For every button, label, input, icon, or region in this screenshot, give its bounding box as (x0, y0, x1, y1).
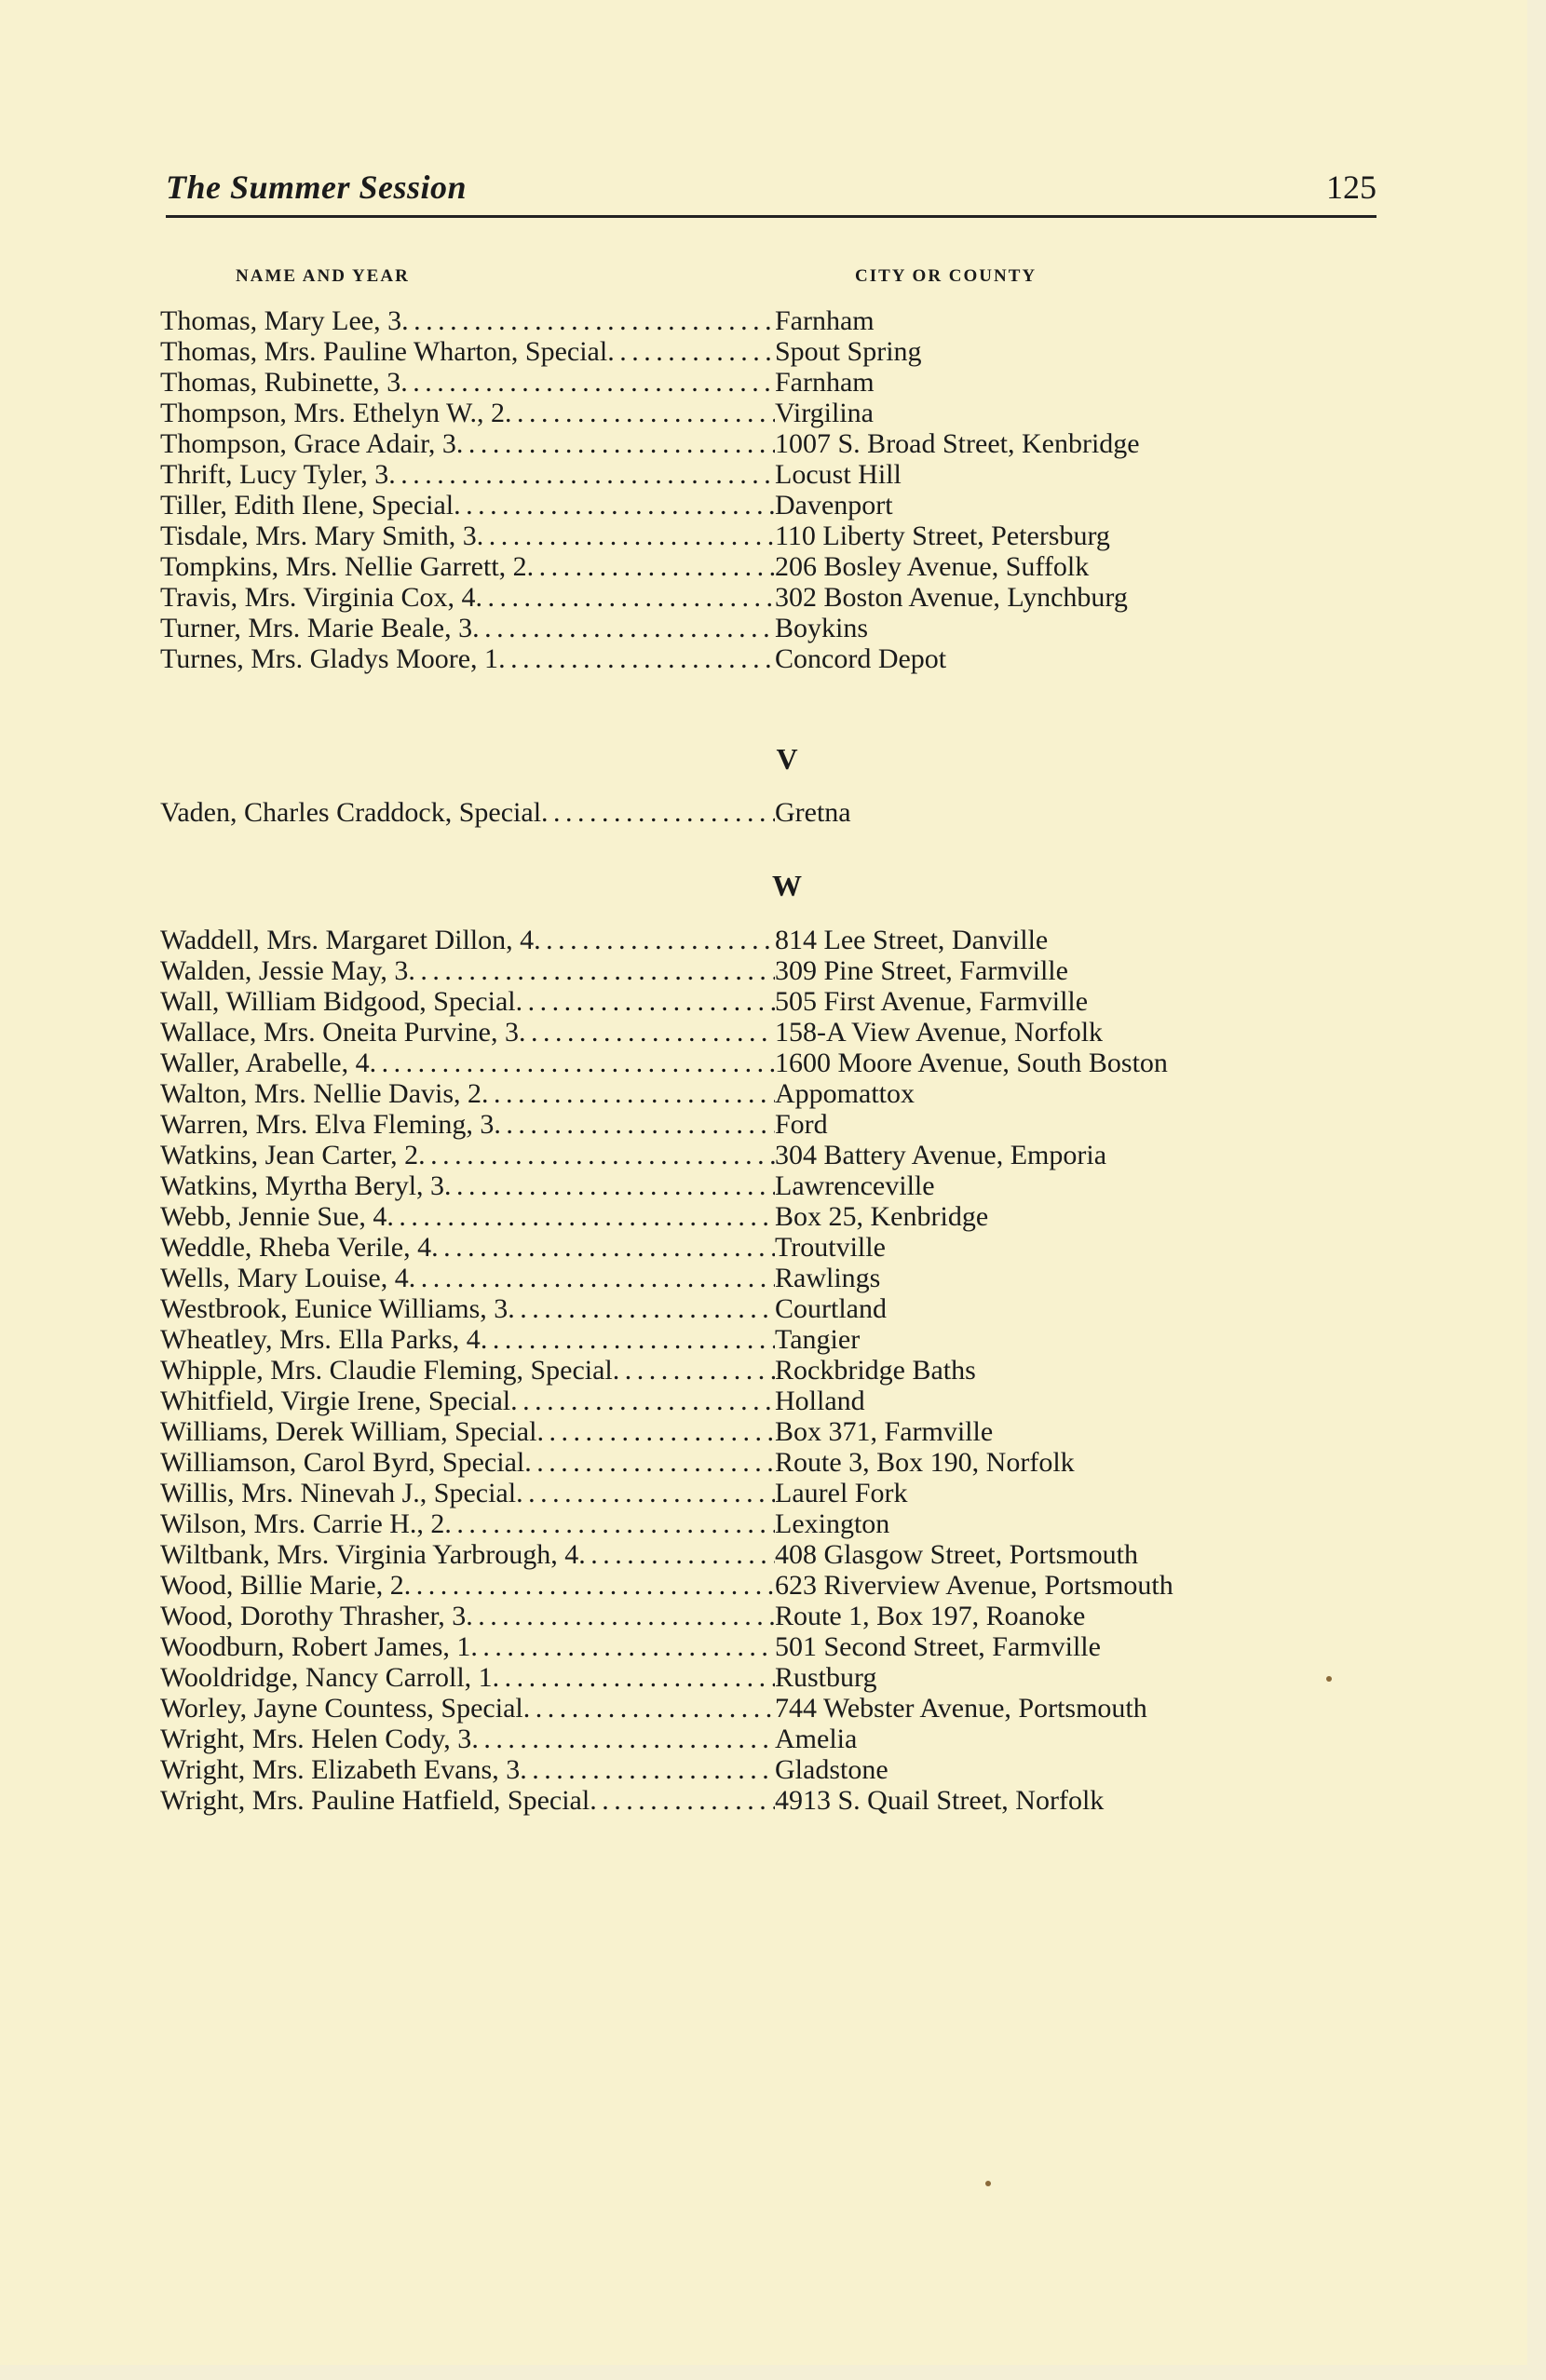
dot-leader (454, 490, 775, 521)
entry-place: 505 First Avenue, Farmville (775, 986, 1089, 1017)
dot-leader (386, 1201, 775, 1232)
entry-name: Warren, Mrs. Elva Fleming, 3 (160, 1109, 495, 1140)
entry-name: Whipple, Mrs. Claudie Fleming, Special (160, 1355, 613, 1386)
entry-place: Box 25, Kenbridge (775, 1201, 989, 1232)
section-t-list (160, 305, 1371, 674)
entry-name-column (160, 1017, 775, 1048)
dot-leader (519, 1017, 775, 1048)
entry-name: Watkins, Myrtha Beryl, 3 (160, 1170, 445, 1201)
section-letter-v: V (776, 742, 798, 776)
entry-place: Tangier (775, 1324, 861, 1355)
entry-place: Davenport (775, 490, 893, 521)
entry-name: Wooldridge, Nancy Carroll, 1 (160, 1662, 493, 1693)
dot-leader (444, 1508, 775, 1539)
entry-place: 4913 S. Quail Street, Norfolk (775, 1785, 1105, 1816)
list-item (160, 428, 1371, 459)
dot-leader (520, 1754, 775, 1785)
entry-name: Turnes, Mrs. Gladys Moore, 1 (160, 643, 499, 674)
entry-name-column (160, 1048, 775, 1078)
entry-place: Route 3, Box 190, Norfolk (775, 1447, 1075, 1478)
entry-place: Courtland (775, 1293, 887, 1324)
list-item (160, 551, 1371, 582)
dot-leader (494, 1109, 775, 1140)
dot-leader (401, 305, 775, 336)
entry-name: Walton, Mrs. Nellie Davis, 2 (160, 1078, 482, 1109)
entry-name-column (160, 459, 775, 490)
entry-place: Gretna (775, 797, 851, 828)
list-item (160, 643, 1371, 674)
list-item (160, 1324, 1371, 1355)
entry-place: Virgilina (775, 398, 874, 428)
entry-name: Williamson, Carol Byrd, Special (160, 1447, 525, 1478)
dot-leader (481, 1324, 775, 1355)
entry-name: Wells, Mary Louise, 4 (160, 1263, 409, 1293)
paper-speck (985, 2181, 991, 2186)
list-item (160, 1017, 1371, 1048)
running-header (166, 168, 1376, 214)
list-item (160, 925, 1371, 955)
dot-leader (541, 797, 775, 828)
list-item (160, 521, 1371, 551)
dot-leader (498, 643, 775, 674)
dot-leader (527, 551, 775, 582)
list-item (160, 367, 1371, 398)
column-headers (166, 266, 1376, 291)
list-item (160, 1078, 1371, 1109)
entry-name: Thomas, Mary Lee, 3 (160, 305, 402, 336)
entry-place: Farnham (775, 305, 875, 336)
entry-place: Concord Depot (775, 643, 947, 674)
entry-name-column (160, 1478, 775, 1508)
dot-leader (607, 336, 775, 367)
entry-name-column (160, 1447, 775, 1478)
entry-name: Wall, William Bidgood, Special (160, 986, 516, 1017)
dot-leader (510, 1386, 775, 1416)
entry-name: Thrift, Lucy Tyler, 3 (160, 459, 389, 490)
entry-place: 206 Bosley Avenue, Suffolk (775, 551, 1090, 582)
entry-place: Troutville (775, 1232, 886, 1263)
list-item (160, 398, 1371, 428)
entry-name-column (160, 1570, 775, 1601)
entry-name-column (160, 643, 775, 674)
entry-name-column (160, 1170, 775, 1201)
entry-name-column (160, 490, 775, 521)
entry-place: 408 Glasgow Street, Portsmouth (775, 1539, 1138, 1570)
entry-name-column (160, 1078, 775, 1109)
dot-leader (578, 1539, 775, 1570)
column-header-city: CITY OR COUNTY (855, 266, 1037, 286)
entry-name-column (160, 551, 775, 582)
entry-place: 814 Lee Street, Danville (775, 925, 1049, 955)
list-item (160, 1693, 1371, 1724)
entry-name: Wiltbank, Mrs. Virginia Yarbrough, 4 (160, 1539, 579, 1570)
entry-name-column (160, 1539, 775, 1570)
dot-leader (388, 459, 775, 490)
entry-name: Thompson, Mrs. Ethelyn W., 2 (160, 398, 506, 428)
entry-name: Thomas, Mrs. Pauline Wharton, Special (160, 336, 608, 367)
entry-place: Lawrenceville (775, 1170, 935, 1201)
entry-name-column (160, 428, 775, 459)
list-item (160, 459, 1371, 490)
list-item (160, 1508, 1371, 1539)
dot-leader (456, 428, 775, 459)
section-v-list (160, 797, 1371, 828)
list-item (160, 1109, 1371, 1140)
entry-name: Tisdale, Mrs. Mary Smith, 3 (160, 521, 477, 551)
entry-name-column (160, 1201, 775, 1232)
column-header-name: NAME AND YEAR (236, 266, 410, 286)
entry-name-column (160, 925, 775, 955)
entry-name: Wright, Mrs. Elizabeth Evans, 3 (160, 1754, 521, 1785)
entry-place: 623 Riverview Avenue, Portsmouth (775, 1570, 1173, 1601)
entry-place: Locust Hill (775, 459, 902, 490)
entry-place: Gladstone (775, 1754, 888, 1785)
entry-name: Waddell, Mrs. Margaret Dillon, 4 (160, 925, 535, 955)
entry-place: Box 371, Farmville (775, 1416, 994, 1447)
list-item (160, 1140, 1371, 1170)
entry-name: Webb, Jennie Sue, 4 (160, 1201, 387, 1232)
dot-leader (590, 1785, 775, 1816)
entry-name-column (160, 1416, 775, 1447)
entry-name-column (160, 1724, 775, 1754)
entry-place: 304 Battery Avenue, Emporia (775, 1140, 1107, 1170)
entry-name-column (160, 613, 775, 643)
dot-leader (466, 1601, 775, 1631)
entry-name-column (160, 1601, 775, 1631)
entry-name-column (160, 797, 775, 828)
entry-name: Westbrook, Eunice Williams, 3 (160, 1293, 509, 1324)
entry-name-column (160, 955, 775, 986)
entry-place: Ford (775, 1109, 828, 1140)
entry-name: Wallace, Mrs. Oneita Purvine, 3 (160, 1017, 519, 1048)
dot-leader (400, 367, 775, 398)
dot-leader (508, 1293, 775, 1324)
list-item (160, 797, 1371, 828)
list-item (160, 1293, 1371, 1324)
entry-name-column (160, 986, 775, 1017)
section-w-list (160, 925, 1371, 1816)
entry-place: Rockbridge Baths (775, 1355, 976, 1386)
entry-name: Vaden, Charles Craddock, Special (160, 797, 542, 828)
list-item (160, 1631, 1371, 1662)
dot-leader (536, 1416, 775, 1447)
entry-name: Thomas, Rubinette, 3 (160, 367, 401, 398)
list-item (160, 336, 1371, 367)
entry-name: Woodburn, Robert James, 1 (160, 1631, 471, 1662)
entry-name-column (160, 1232, 775, 1263)
dot-leader (472, 613, 775, 643)
entry-name-column (160, 1693, 775, 1724)
entry-name: Walden, Jessie May, 3 (160, 955, 409, 986)
dot-leader (523, 1693, 775, 1724)
entry-place: Route 1, Box 197, Roanoke (775, 1601, 1086, 1631)
entry-place: Amelia (775, 1724, 858, 1754)
entry-place: Lexington (775, 1508, 890, 1539)
entry-place: 158-A View Avenue, Norfolk (775, 1017, 1104, 1048)
entry-name: Wood, Dorothy Thrasher, 3 (160, 1601, 467, 1631)
list-item (160, 582, 1371, 613)
entry-name-column (160, 521, 775, 551)
dot-leader (524, 1447, 775, 1478)
list-item (160, 1662, 1371, 1693)
entry-name: Wright, Mrs. Helen Cody, 3 (160, 1724, 472, 1754)
entry-name-column (160, 1263, 775, 1293)
entry-place: 302 Boston Avenue, Lynchburg (775, 582, 1128, 613)
list-item (160, 1570, 1371, 1601)
dot-leader (409, 1263, 775, 1293)
entry-place: 110 Liberty Street, Petersburg (775, 521, 1110, 551)
entry-name: Wood, Billie Marie, 2 (160, 1570, 404, 1601)
entry-name: Whitfield, Virgie Irene, Special (160, 1386, 511, 1416)
list-item (160, 1601, 1371, 1631)
list-item (160, 490, 1371, 521)
list-item (160, 1416, 1371, 1447)
entry-place: Spout Spring (775, 336, 922, 367)
entry-name: Weddle, Rheba Verile, 4 (160, 1232, 432, 1263)
list-item (160, 986, 1371, 1017)
entry-name-column (160, 1785, 775, 1816)
list-item (160, 1355, 1371, 1386)
entry-name: Williams, Derek William, Special (160, 1416, 537, 1447)
section-letter-w: W (772, 869, 802, 902)
entry-name: Wright, Mrs. Pauline Hatfield, Special (160, 1785, 590, 1816)
list-item (160, 1170, 1371, 1201)
dot-leader (471, 1724, 775, 1754)
entry-name-column (160, 1508, 775, 1539)
entry-place: Rawlings (775, 1263, 881, 1293)
dot-leader (477, 521, 775, 551)
entry-name: Thompson, Grace Adair, 3 (160, 428, 456, 459)
entry-name-column (160, 1109, 775, 1140)
entry-place: 501 Second Street, Farmville (775, 1631, 1101, 1662)
entry-name-column (160, 1662, 775, 1693)
list-item (160, 1754, 1371, 1785)
entry-name: Tompkins, Mrs. Nellie Garrett, 2 (160, 551, 527, 582)
dot-leader (370, 1048, 775, 1078)
entry-name: Wilson, Mrs. Carrie H., 2 (160, 1508, 445, 1539)
entry-place: Farnham (775, 367, 875, 398)
entry-name-column (160, 1355, 775, 1386)
list-item (160, 1263, 1371, 1293)
page-number: 125 (1326, 169, 1376, 206)
entry-name: Willis, Mrs. Ninevah J., Special (160, 1478, 517, 1508)
dot-leader (481, 1078, 775, 1109)
dot-leader (444, 1170, 775, 1201)
entry-place: Appomattox (775, 1078, 915, 1109)
list-item (160, 1724, 1371, 1754)
list-item (160, 305, 1371, 336)
entry-name-column (160, 1293, 775, 1324)
entry-place: 744 Webster Avenue, Portsmouth (775, 1693, 1147, 1724)
entry-name: Wheatley, Mrs. Ella Parks, 4 (160, 1324, 481, 1355)
header-title: The Summer Session (166, 169, 468, 206)
list-item (160, 1201, 1371, 1232)
header-rule (166, 215, 1376, 218)
entry-name-column (160, 398, 775, 428)
paper-speck (1326, 1676, 1332, 1682)
entry-name-column (160, 1324, 775, 1355)
dot-leader (431, 1232, 775, 1263)
entry-name: Travis, Mrs. Virginia Cox, 4 (160, 582, 476, 613)
entry-name-column (160, 305, 775, 336)
list-item (160, 1232, 1371, 1263)
list-item (160, 1785, 1371, 1816)
entry-place: Holland (775, 1386, 865, 1416)
list-item (160, 1386, 1371, 1416)
dot-leader (404, 1570, 775, 1601)
entry-name: Watkins, Jean Carter, 2 (160, 1140, 419, 1170)
list-item (160, 1478, 1371, 1508)
entry-place: 1600 Moore Avenue, South Boston (775, 1048, 1168, 1078)
list-item (160, 1447, 1371, 1478)
entry-name-column (160, 582, 775, 613)
entry-place: 1007 S. Broad Street, Kenbridge (775, 428, 1140, 459)
dot-leader (418, 1140, 775, 1170)
list-item (160, 1048, 1371, 1078)
list-item (160, 955, 1371, 986)
entry-name-column (160, 1631, 775, 1662)
entry-name-column (160, 1386, 775, 1416)
list-item (160, 1539, 1371, 1570)
entry-place: Laurel Fork (775, 1478, 908, 1508)
dot-leader (505, 398, 775, 428)
entry-name: Tiller, Edith Ilene, Special (160, 490, 454, 521)
entry-name: Turner, Mrs. Marie Beale, 3 (160, 613, 473, 643)
dot-leader (408, 955, 775, 986)
dot-leader (470, 1631, 775, 1662)
entry-place: Boykins (775, 613, 869, 643)
dot-leader (476, 582, 775, 613)
entry-name: Worley, Jayne Countess, Special (160, 1693, 523, 1724)
dot-leader (613, 1355, 775, 1386)
entry-place: 309 Pine Street, Farmville (775, 955, 1068, 986)
dot-leader (493, 1662, 775, 1693)
dot-leader (534, 925, 775, 955)
entry-name: Waller, Arabelle, 4 (160, 1048, 370, 1078)
entry-name-column (160, 336, 775, 367)
dot-leader (516, 986, 775, 1017)
entry-name-column (160, 1140, 775, 1170)
entry-name-column (160, 367, 775, 398)
entry-place: Rustburg (775, 1662, 877, 1693)
list-item (160, 613, 1371, 643)
entry-name-column (160, 1754, 775, 1785)
dot-leader (516, 1478, 775, 1508)
